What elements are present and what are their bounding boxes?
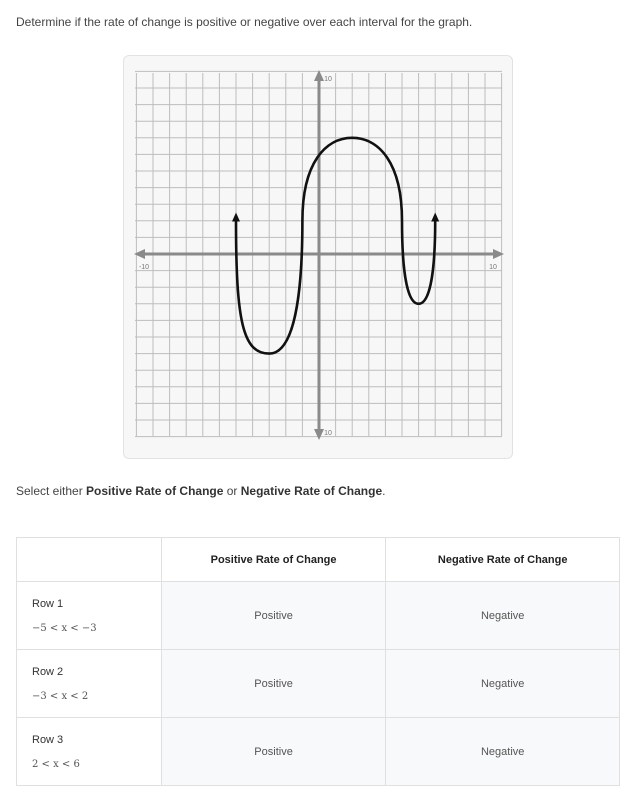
row-2-negative-option[interactable]: Negative: [386, 650, 620, 718]
row-2-name: Row 2: [32, 665, 64, 678]
row-1-interval: −5 < x < −3: [32, 622, 97, 634]
answer-table: [16, 537, 620, 786]
row-3-positive-option[interactable]: Positive: [161, 718, 386, 786]
row-1-negative-option[interactable]: Negative: [386, 582, 620, 650]
y-axis-min-label: 10: [324, 430, 332, 437]
row-1-positive-option[interactable]: Positive: [161, 582, 386, 650]
header-negative: Negative Rate of Change: [386, 538, 620, 582]
header-empty: [17, 538, 162, 582]
graph-card: [123, 55, 513, 459]
x-axis-arrow-right: [493, 249, 504, 259]
table-row-1: [17, 582, 620, 650]
row-2-label-cell: [17, 650, 162, 718]
option-negative-label: Negative Rate of Change: [240, 484, 383, 498]
instruction-text: Select either Positive Rate of Change or Negative Rate of Change.: [16, 484, 386, 498]
x-axis-max-label: 10: [489, 264, 497, 271]
table-row-3: [17, 718, 620, 786]
y-axis-max-label: 10: [324, 76, 332, 83]
axes: [134, 70, 504, 440]
question-prompt: Determine if the rate of change is positive or negative over each interval for the graph.: [16, 15, 473, 29]
row-2-interval: −3 < x < 2: [32, 690, 89, 702]
row-3-name: Row 3: [32, 733, 64, 746]
row-3-label-cell: [17, 718, 162, 786]
header-positive: Positive Rate of Change: [161, 538, 386, 582]
curve-arrow-left: [232, 213, 240, 222]
coordinate-graph: [124, 56, 514, 460]
x-axis-min-label: -10: [138, 264, 150, 271]
row-3-interval: 2 < x < 6: [32, 758, 80, 770]
option-positive-label: Positive Rate of Change: [86, 484, 224, 498]
row-1-label-cell: [17, 582, 162, 650]
row-3-negative-option[interactable]: Negative: [386, 718, 620, 786]
table-header-row: [17, 538, 620, 582]
table-row-2: [17, 650, 620, 718]
row-1-name: Row 1: [32, 597, 64, 610]
row-2-positive-option[interactable]: Positive: [161, 650, 386, 718]
x-axis-arrow-left: [134, 249, 145, 259]
y-axis-arrow-down: [314, 429, 324, 440]
curve-arrow-right: [431, 213, 439, 222]
